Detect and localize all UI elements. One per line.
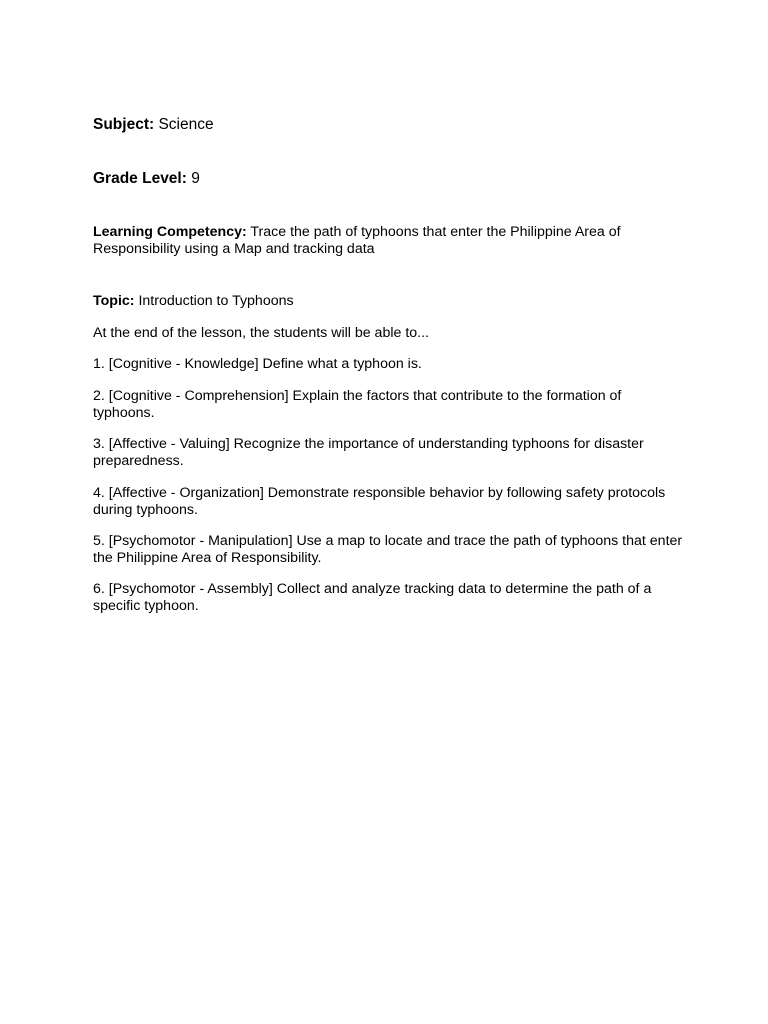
objective-item: 1. [Cognitive - Knowledge] Define what a typhoon is. (93, 356, 422, 372)
objective-item: 5. [Psychomotor - Manipulation] Use a map to locate and trace the path of typhoons that enter the Philippine Area of Responsibility. (93, 533, 683, 566)
topic-value: Introduction to Typhoons (138, 293, 294, 309)
objectives-intro: At the end of the lesson, the students will be able to... (93, 325, 429, 341)
subject-label: Subject: (93, 116, 155, 133)
learning-competency-label: Learning Competency: (93, 224, 247, 240)
subject-line (93, 116, 683, 133)
objective-item: 2. [Cognitive - Comprehension] Explain the factors that contribute to the formation of typhoons. (93, 388, 622, 421)
objective-item: 6. [Psychomotor - Assembly] Collect and analyze tracking data to determine the path of a specific typhoon. (93, 581, 652, 614)
subject-value: Science (158, 116, 214, 133)
objective-item: 3. [Affective - Valuing] Recognize the importance of understanding typhoons for disaster preparedness. (93, 436, 644, 469)
learning-competency-line (93, 224, 683, 258)
objective-item: 4. [Affective - Organization] Demonstrate responsible behavior by following safety protocols during typhoons. (93, 485, 666, 518)
grade-level-value: 9 (191, 170, 200, 187)
grade-level-line (93, 170, 683, 187)
learning-competency-value: Trace the path of typhoons that enter the Philippine Area of Responsibility using a Map and tracking data (93, 224, 621, 257)
topic-label: Topic: (93, 293, 135, 309)
topic-line (93, 293, 683, 310)
grade-level-label: Grade Level: (93, 170, 187, 187)
